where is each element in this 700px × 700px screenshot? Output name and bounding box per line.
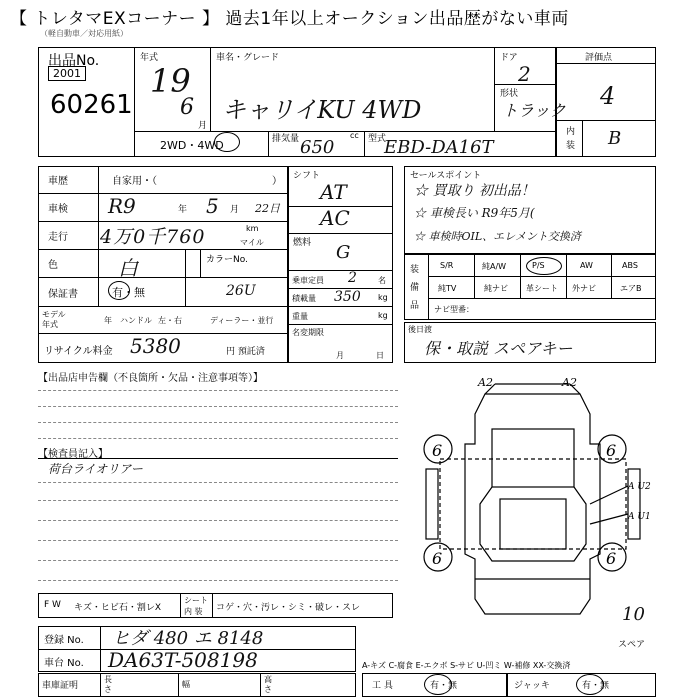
displacement-value: 650 bbox=[300, 137, 335, 158]
history-close: ） bbox=[272, 176, 282, 187]
doors-value: 2 bbox=[518, 62, 531, 86]
month-value: 6 bbox=[180, 95, 194, 120]
subnote: （軽自動車／対応用紙） bbox=[40, 29, 128, 38]
equipment-label-2: 備 bbox=[410, 283, 420, 293]
name-change-day: 日 bbox=[376, 351, 384, 360]
score-label: 評価点 bbox=[585, 53, 613, 63]
warranty-options: 有・無 bbox=[112, 286, 145, 299]
tire-rr: 6 bbox=[606, 549, 617, 568]
mileage-label: 走行 bbox=[48, 232, 68, 243]
type-value: EBD-DA16T bbox=[384, 137, 494, 158]
color-code-value: 26U bbox=[226, 283, 256, 299]
drive-label: 2WD・4WD bbox=[160, 139, 224, 152]
notes-header: 【出品店申告欄（不良箇所・欠品・注意事項等）】 bbox=[38, 373, 263, 384]
doors-label: ドア bbox=[500, 53, 518, 63]
cert-haba: 幅 bbox=[182, 680, 190, 689]
jack-label: ジャッキ bbox=[514, 681, 550, 691]
model-year-label2: 年式 bbox=[42, 320, 58, 329]
equip-abs: ABS bbox=[622, 261, 638, 270]
page-title: 【 トレタマEXコーナー 】 過去1年以上オークション出品歴がない車両 bbox=[10, 9, 569, 29]
shift-value: AT bbox=[320, 180, 347, 204]
interior-label-1: 内 bbox=[566, 127, 576, 137]
sales-point-3: ☆ 車検時OIL、エレメント交換済 bbox=[414, 230, 581, 243]
history-value: 自家用・（ bbox=[112, 176, 157, 187]
equip-ext-navi: 外ナビ bbox=[572, 284, 596, 293]
sales-points-label: セールスポイント bbox=[410, 171, 482, 181]
jack-options: 有・無 bbox=[582, 681, 610, 691]
inspector-value: 荷台ライオリアー bbox=[48, 462, 143, 476]
codes-scratch: キズ・ヒビ石・割レX bbox=[74, 603, 161, 613]
cert-taka: 高 bbox=[264, 675, 272, 684]
interior-value: B bbox=[608, 128, 622, 149]
capacity-value: 2 bbox=[348, 270, 357, 286]
tire-fr: 6 bbox=[606, 441, 617, 460]
dealer-label: ディーラー・並行 bbox=[210, 316, 274, 325]
registration-value: ヒダ 480 エ 8148 bbox=[112, 628, 264, 649]
tire-fl: 6 bbox=[432, 441, 443, 460]
navi-model-label: ナビ型番： bbox=[434, 305, 474, 314]
drive-circle bbox=[214, 132, 240, 152]
equip-airbag: エアB bbox=[620, 284, 642, 293]
name-change-label: 名変期限 bbox=[292, 328, 324, 337]
recycle-unit: 円 預託済 bbox=[226, 347, 265, 357]
model-label: 車名・グレード bbox=[216, 53, 280, 63]
fuel-value: G bbox=[336, 242, 351, 263]
tools-options: 有・無 bbox=[430, 681, 458, 691]
recycle-label: リサイクル料金 bbox=[44, 346, 113, 357]
chassis-value: DA63T-508198 bbox=[108, 648, 258, 672]
load-value: 350 bbox=[334, 289, 361, 305]
codes-interior: コゲ・穴・汚レ・シミ・破レ・スレ bbox=[216, 603, 361, 613]
inspection-year-unit: 年 bbox=[178, 205, 188, 215]
sales-point-1: ☆ 買取り 初出品！ bbox=[414, 183, 535, 199]
interior-label-2: 装 bbox=[566, 141, 576, 151]
shift-label: シフト bbox=[293, 171, 321, 181]
equip-navi: 純ナビ bbox=[484, 284, 508, 293]
warranty-label: 保証書 bbox=[48, 289, 78, 300]
color-label: 色 bbox=[48, 260, 58, 271]
later-value: 保・取説 スペアキー bbox=[424, 339, 573, 358]
model-year-unit: 年 bbox=[104, 316, 112, 325]
inspection-era: R9 bbox=[108, 194, 136, 218]
inspection-month: 5 bbox=[206, 194, 219, 218]
displacement-label: 排気量 bbox=[272, 134, 300, 144]
capacity-unit: 名 bbox=[378, 276, 386, 285]
lr-label: 左・右 bbox=[158, 316, 182, 325]
lot-label: 出品No. bbox=[48, 53, 100, 69]
mark-au2: A U2 bbox=[628, 482, 651, 492]
tools-label: 工 具 bbox=[372, 681, 393, 691]
equip-ps: P/S bbox=[532, 261, 545, 270]
equipment-label-1: 装 bbox=[410, 265, 420, 275]
inspection-day: 22日 bbox=[255, 202, 280, 215]
equip-aw2: AW bbox=[580, 261, 593, 270]
warranty-circle bbox=[108, 281, 130, 300]
mark-top-left: A2 bbox=[478, 376, 493, 389]
year-label: 年式 bbox=[140, 53, 159, 63]
mark-top-right: A2 bbox=[562, 376, 577, 389]
mark-au1: A U1 bbox=[628, 512, 651, 522]
fw-label: F W bbox=[44, 600, 61, 610]
shape-value: トラック bbox=[502, 101, 566, 120]
equip-leather: 革シート bbox=[526, 284, 558, 293]
model-value: キャリイKU 4WD bbox=[222, 96, 422, 124]
mileage-mile: マイル bbox=[240, 238, 264, 247]
inspector-label: 【検査員記入】 bbox=[38, 449, 108, 460]
chassis-label: 車台 No. bbox=[44, 658, 84, 669]
equip-tv: 純TV bbox=[438, 284, 457, 293]
displacement-unit: cc bbox=[350, 131, 359, 140]
month-unit: 月 bbox=[198, 121, 208, 131]
mileage-km: km bbox=[246, 224, 259, 233]
color-value: 白 bbox=[118, 256, 138, 280]
recycle-value: 5380 bbox=[130, 334, 181, 358]
later-label: 後日渡 bbox=[408, 325, 432, 334]
equipment-label-3: 品 bbox=[410, 301, 420, 311]
fuel-label: 燃料 bbox=[293, 238, 312, 248]
inspection-label: 車検 bbox=[48, 204, 68, 215]
lot-number: 60261 bbox=[50, 90, 133, 120]
handle-label: ハンドル bbox=[120, 316, 152, 325]
aircon-value: AC bbox=[320, 206, 350, 230]
tools-circle bbox=[424, 674, 452, 695]
registration-label: 登録 No. bbox=[44, 635, 84, 646]
equip-aw: 純A/W bbox=[482, 262, 507, 271]
tire-rl: 6 bbox=[432, 549, 443, 568]
mileage-value: 4万0千760 bbox=[100, 226, 206, 248]
car-diagram bbox=[400, 374, 660, 634]
cert-sa2: さ bbox=[264, 685, 272, 694]
weight-label: 重量 bbox=[292, 312, 308, 321]
equip-ps-circle bbox=[526, 257, 562, 275]
seat-label-1: シート bbox=[184, 596, 208, 605]
shape-label: 形状 bbox=[500, 89, 519, 99]
spare-value: 10 bbox=[622, 604, 645, 625]
spare-label: スペア bbox=[618, 640, 646, 650]
damage-legend: A-キズ C-腐食 E-エクボ S-サビ U-凹ミ W-補修 XX-交換済 bbox=[362, 661, 571, 670]
seat-label-2: 内 装 bbox=[184, 607, 203, 616]
weight-unit: kg bbox=[378, 311, 388, 320]
color-code-label: カラーNo. bbox=[206, 255, 248, 265]
load-label: 積載量 bbox=[292, 294, 316, 303]
history-label: 車歴 bbox=[48, 176, 68, 187]
certificate-label: 車庫証明 bbox=[42, 681, 79, 691]
load-unit: kg bbox=[378, 293, 388, 302]
score-value: 4 bbox=[600, 82, 616, 110]
jack-circle bbox=[576, 674, 604, 695]
inspection-month-unit: 月 bbox=[230, 205, 240, 215]
type-label: 型式 bbox=[368, 134, 387, 144]
capacity-label: 乗車定員 bbox=[292, 276, 324, 285]
sales-point-2: ☆ 車検長い R9年5月( bbox=[414, 206, 535, 220]
lot-tag: 2001 bbox=[48, 66, 86, 81]
certificate-box bbox=[38, 673, 356, 697]
year-value: 19 bbox=[150, 62, 191, 100]
model-year-label1: モデル bbox=[42, 310, 66, 319]
equip-sr: S/R bbox=[440, 261, 454, 270]
name-change-month: 月 bbox=[336, 351, 344, 360]
cert-sa: さ bbox=[104, 685, 112, 694]
cert-chou: 長 bbox=[104, 675, 112, 684]
